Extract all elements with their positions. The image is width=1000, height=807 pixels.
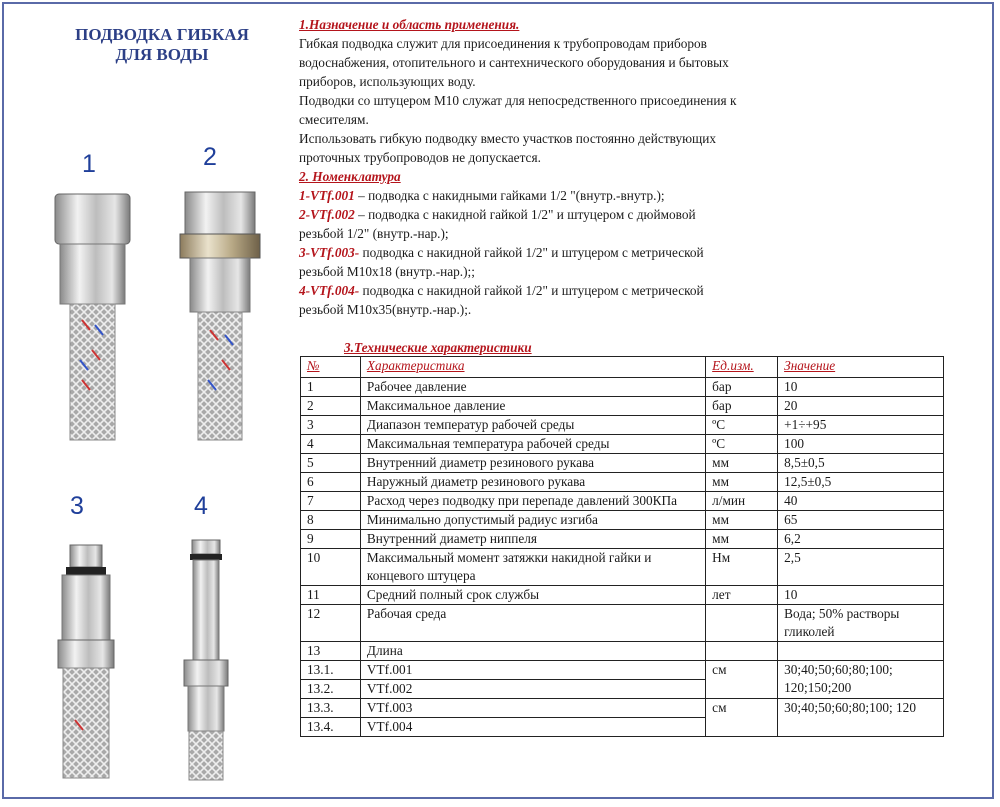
table-row <box>301 549 944 586</box>
row-unit: см <box>706 661 778 699</box>
section1-line: смесителям. <box>299 112 369 127</box>
row-name: Рабочее давление <box>360 378 705 397</box>
row-no: 2 <box>301 397 361 416</box>
spec-header-row <box>301 357 944 378</box>
section2-heading: 2. Номенклатура <box>299 169 401 184</box>
table-row <box>301 435 944 454</box>
row-name: Максимальный момент затяжки накидной гайки и концевого штуцера <box>360 549 705 586</box>
row-unit: мм <box>706 473 778 492</box>
row-name: Расход через подводку при перепаде давлений 300КПа <box>360 492 705 511</box>
row-no: 6 <box>301 473 361 492</box>
col-header-no: № <box>301 357 361 378</box>
section1-line: Подводки со штуцером М10 служат для непосредственного присоединения к <box>299 93 737 108</box>
row-value: 6,2 <box>778 530 944 549</box>
table-row <box>301 642 944 661</box>
row-unit: мм <box>706 454 778 473</box>
row-name: Внутренний диаметр резинового рукава <box>360 454 705 473</box>
table-row <box>301 530 944 549</box>
nomenclature-item-1 <box>299 186 979 205</box>
text-content <box>299 15 979 319</box>
row-unit: бар <box>706 378 778 397</box>
row-no: 1 <box>301 378 361 397</box>
item-code: 3-VTf.003- <box>299 245 360 260</box>
section3-heading: 3.Технические характеристики <box>344 340 532 355</box>
row-name: Рабочая среда <box>360 605 705 642</box>
table-row <box>301 605 944 642</box>
row-no: 12 <box>301 605 361 642</box>
item-desc: подводка с накидной гайкой 1/2" и штуцером с метрической <box>359 245 704 260</box>
section1-line: водоснабжения, отопительного и сантехнического оборудования и бытовых <box>299 55 729 70</box>
row-no: 13.4. <box>301 718 361 737</box>
row-no: 13 <box>301 642 361 661</box>
hose-2-image <box>180 192 260 440</box>
table-row <box>301 378 944 397</box>
col-header-value: Значение <box>778 357 944 378</box>
row-value: 40 <box>778 492 944 511</box>
spec-body <box>301 378 944 661</box>
section1-heading: 1.Назначение и область применения. <box>299 17 520 32</box>
row-no: 13.1. <box>301 661 361 680</box>
row-unit: см <box>706 699 778 737</box>
section1-line: проточных трубопроводов не допускается. <box>299 150 541 165</box>
row-no: 11 <box>301 586 361 605</box>
nomenclature-item-4-cont: резьбой М10х35(внутр.-нар.);. <box>299 302 472 317</box>
nomenclature-item-2-cont: резьбой 1/2" (внутр.-нар.); <box>299 226 449 241</box>
hose-1-image <box>55 194 130 440</box>
table-row <box>301 586 944 605</box>
row-name: Наружный диаметр резинового рукава <box>360 473 705 492</box>
table-row <box>301 454 944 473</box>
row-unit: ºС <box>706 435 778 454</box>
table-row <box>301 661 944 680</box>
table-row <box>301 473 944 492</box>
row-unit <box>706 605 778 642</box>
row-name: Максимальная температура рабочей среды <box>360 435 705 454</box>
item-desc: – подводка с накидной гайкой 1/2" и штуцером с дюймовой <box>354 207 696 222</box>
nomenclature-item-2 <box>299 205 979 224</box>
item-desc: подводка с накидной гайкой 1/2" и штуцером с метрической <box>359 283 704 298</box>
label-3: 3 <box>70 492 84 520</box>
row-name: Средний полный срок службы <box>360 586 705 605</box>
row-no: 10 <box>301 549 361 586</box>
product-title <box>50 25 274 65</box>
row-value: 30;40;50;60;80;100; 120;150;200 <box>778 661 944 699</box>
row-no: 13.3. <box>301 699 361 718</box>
row-no: 3 <box>301 416 361 435</box>
row-value: 65 <box>778 511 944 530</box>
row-no: 9 <box>301 530 361 549</box>
table-row <box>301 699 944 718</box>
row-unit <box>706 642 778 661</box>
row-value: 8,5±0,5 <box>778 454 944 473</box>
label-1: 1 <box>82 150 96 178</box>
row-unit: мм <box>706 530 778 549</box>
section1-line: Использовать гибкую подводку вместо участков постоянно действующих <box>299 131 717 146</box>
item-code: 1-VTf.001 <box>299 188 355 203</box>
row-value: Вода; 50% растворы гликолей <box>778 605 944 642</box>
row-value: 10 <box>778 586 944 605</box>
nomenclature-item-3 <box>299 243 979 262</box>
row-value: 30;40;50;60;80;100; 120 <box>778 699 944 737</box>
hose-illustrations <box>0 180 290 800</box>
item-code: 2-VTf.002 <box>299 207 355 222</box>
length-body <box>301 661 944 737</box>
row-no: 7 <box>301 492 361 511</box>
label-2: 2 <box>203 143 217 171</box>
row-name: VTf.004 <box>360 718 705 737</box>
row-value: 10 <box>778 378 944 397</box>
row-value: 12,5±0,5 <box>778 473 944 492</box>
row-name: VTf.002 <box>360 680 705 699</box>
title-line-1: ПОДВОДКА ГИБКАЯ <box>75 25 249 44</box>
section1-line: приборов, использующих воду. <box>299 74 476 89</box>
row-name: Максимальное давление <box>360 397 705 416</box>
row-no: 13.2. <box>301 680 361 699</box>
row-name: Диапазон температур рабочей среды <box>360 416 705 435</box>
row-value <box>778 642 944 661</box>
item-desc: – подводка с накидными гайками 1/2 "(внутр.-внутр.); <box>354 188 665 203</box>
row-unit: мм <box>706 511 778 530</box>
row-unit: Нм <box>706 549 778 586</box>
col-header-unit: Ед.изм. <box>706 357 778 378</box>
table-row <box>301 397 944 416</box>
nomenclature-item-3-cont: резьбой М10х18 (внутр.-нар.);; <box>299 264 475 279</box>
col-header-name: Характеристика <box>360 357 705 378</box>
row-name: Длина <box>360 642 705 661</box>
row-value: +1÷+95 <box>778 416 944 435</box>
row-value: 20 <box>778 397 944 416</box>
table-row <box>301 492 944 511</box>
row-value: 100 <box>778 435 944 454</box>
row-unit: бар <box>706 397 778 416</box>
title-line-2: ДЛЯ ВОДЫ <box>115 45 209 64</box>
item-code: 4-VTf.004- <box>299 283 360 298</box>
row-no: 8 <box>301 511 361 530</box>
label-4: 4 <box>194 492 208 520</box>
row-name: VTf.001 <box>360 661 705 680</box>
hose-3-image <box>58 545 114 778</box>
section1-line: Гибкая подводка служит для присоединения к трубопроводам приборов <box>299 36 707 51</box>
row-unit: л/мин <box>706 492 778 511</box>
row-value: 2,5 <box>778 549 944 586</box>
nomenclature-item-4 <box>299 281 979 300</box>
table-row <box>301 511 944 530</box>
row-name: Внутренний диаметр ниппеля <box>360 530 705 549</box>
row-name: Минимально допустимый радиус изгиба <box>360 511 705 530</box>
row-no: 4 <box>301 435 361 454</box>
row-no: 5 <box>301 454 361 473</box>
row-unit: ºС <box>706 416 778 435</box>
hose-4-image <box>184 540 228 780</box>
spec-table <box>300 356 944 737</box>
row-unit: лет <box>706 586 778 605</box>
table-row <box>301 416 944 435</box>
row-name: VTf.003 <box>360 699 705 718</box>
